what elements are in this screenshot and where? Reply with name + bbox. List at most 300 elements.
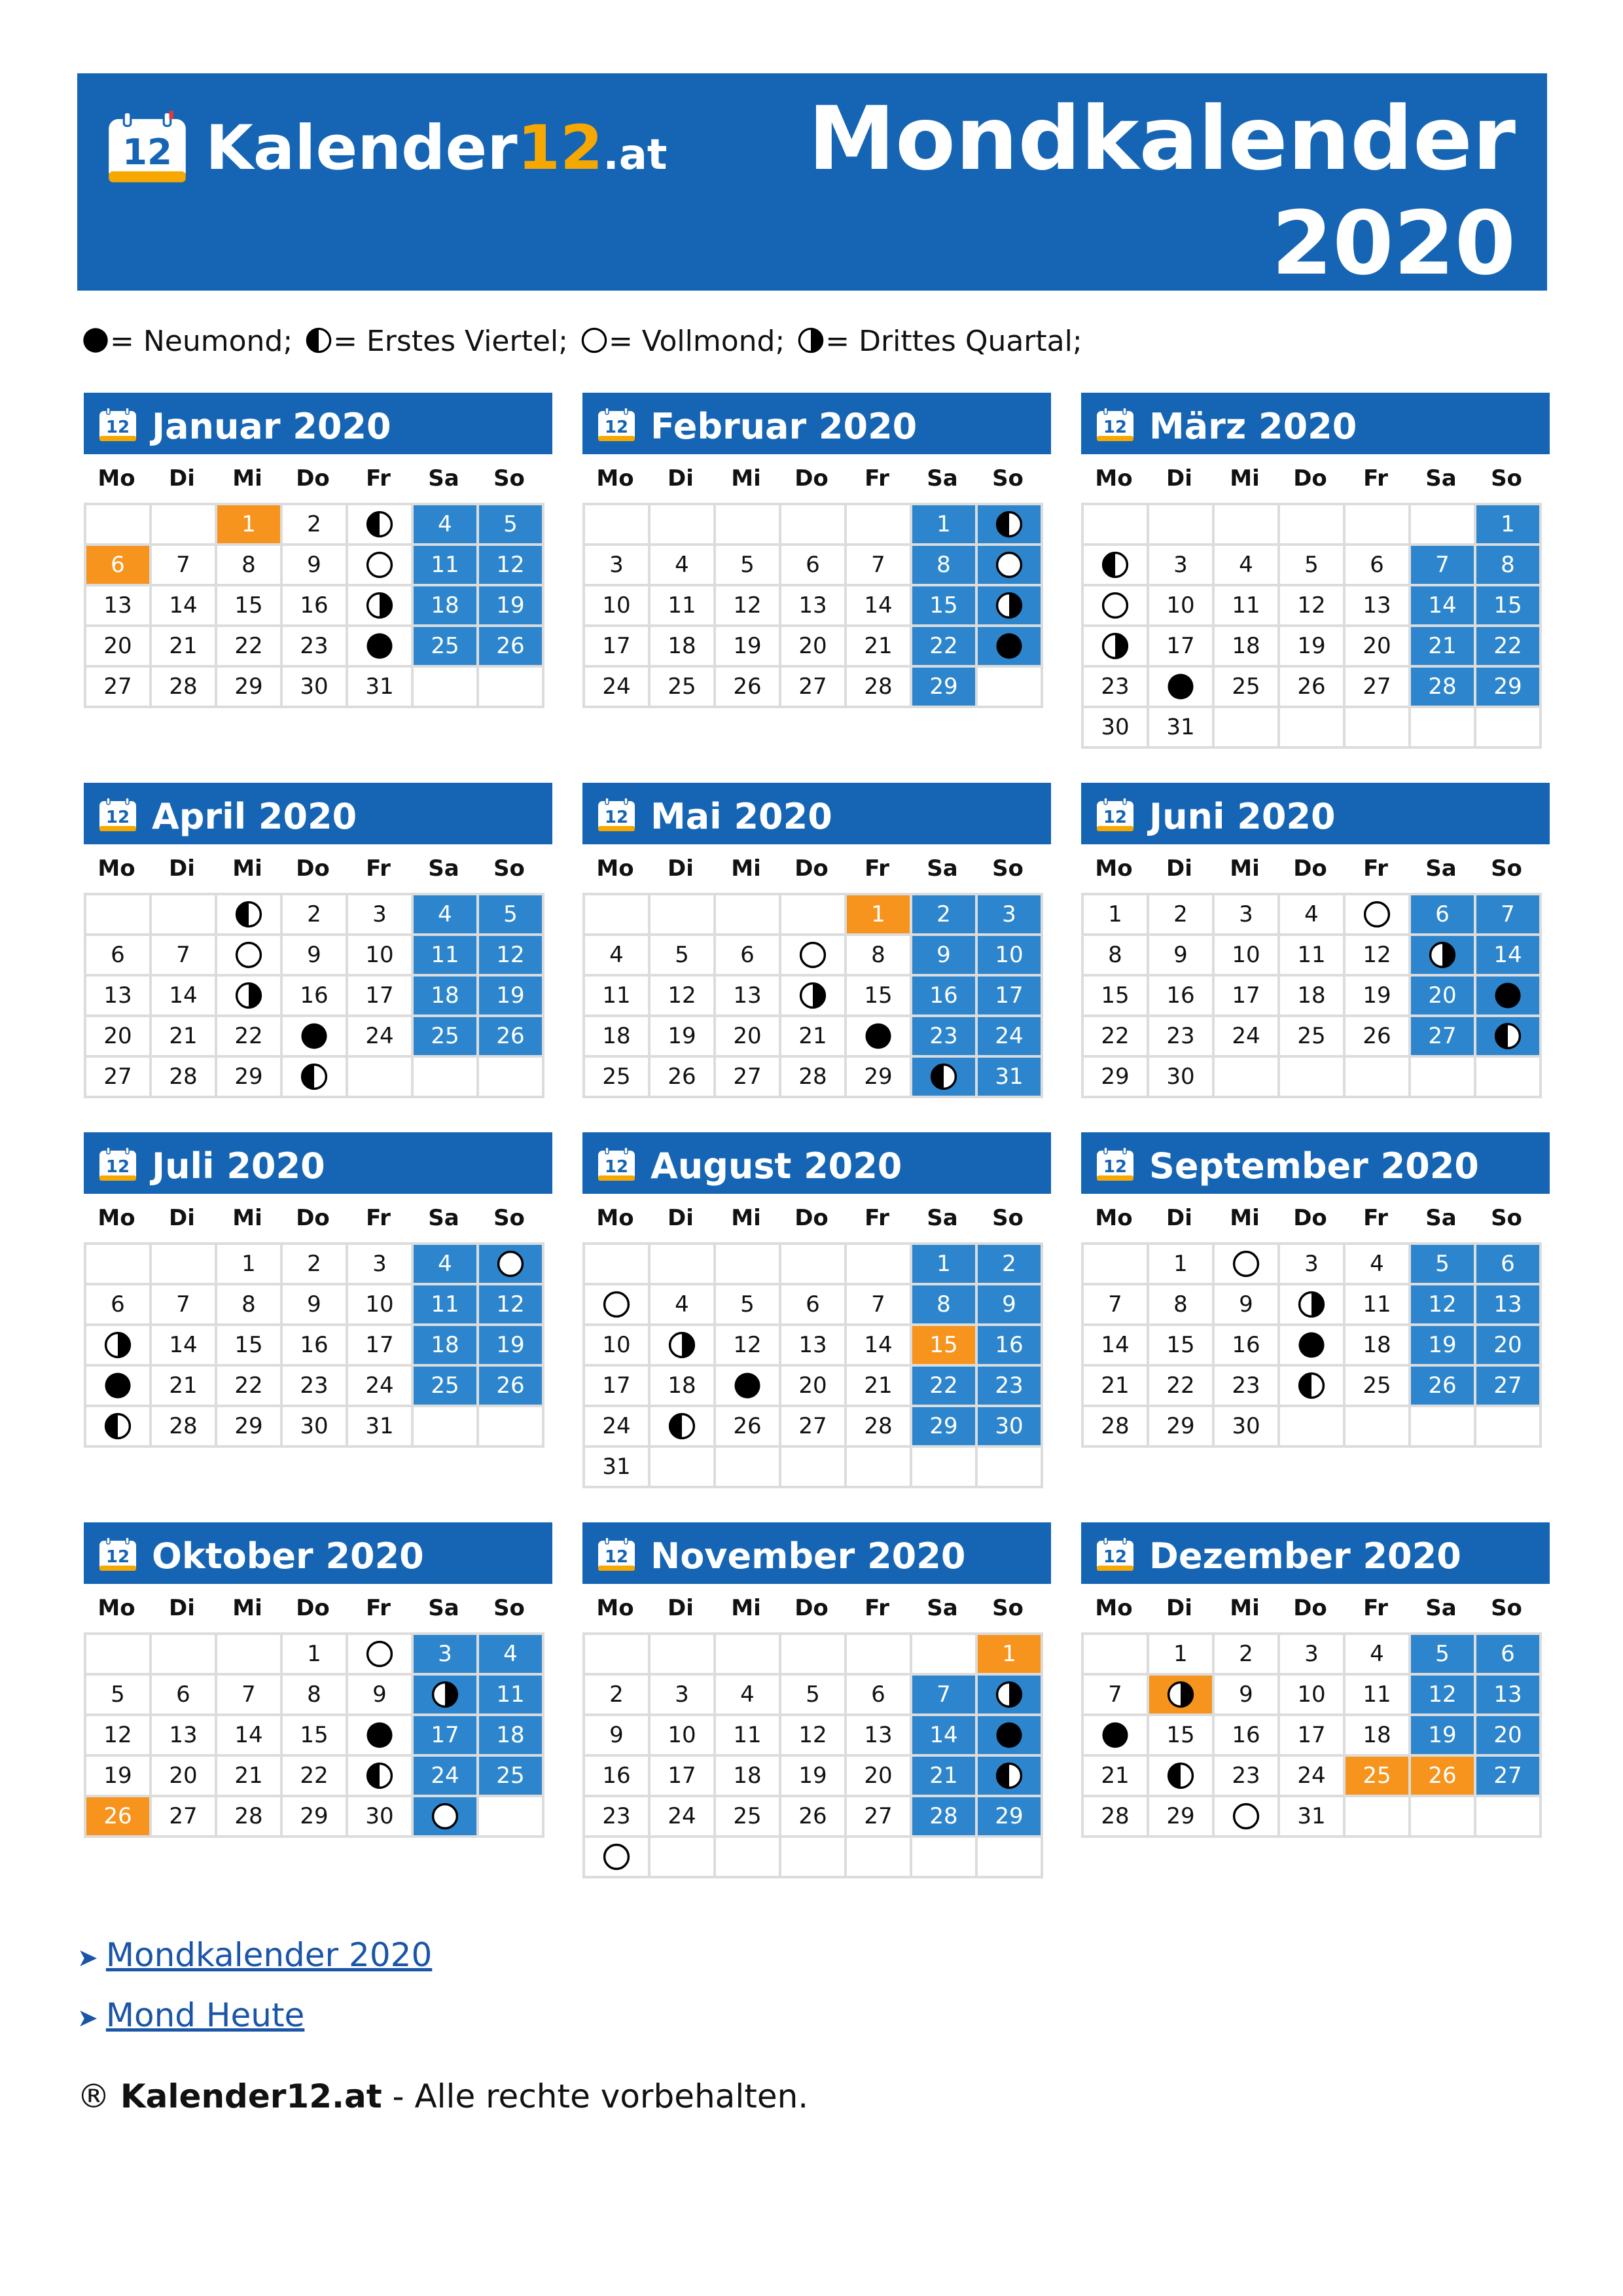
day-cell: 27 (1476, 1757, 1542, 1797)
full-moon-icon (1100, 590, 1130, 620)
day-cell: 30 (348, 1797, 414, 1838)
day-cell: 31 (1280, 1797, 1346, 1838)
empty-cell (651, 1245, 716, 1285)
day-cell: 7 (217, 1676, 283, 1716)
empty-cell (978, 1448, 1043, 1488)
day-cell: 8 (283, 1676, 348, 1716)
empty-cell (716, 1838, 781, 1878)
day-cell: 18 (585, 1017, 651, 1058)
month-title: Oktober 2020 (152, 1535, 424, 1577)
weekday-label: So (1491, 465, 1522, 492)
week-row (1084, 1757, 1542, 1797)
day-cell: 7 (847, 1285, 912, 1326)
day-cell: 1 (1084, 895, 1149, 936)
weekday-label: Do (794, 855, 829, 882)
empty-cell (1411, 505, 1476, 546)
empty-cell (651, 505, 716, 546)
weekday-label: Di (1166, 465, 1192, 492)
day-cell: 11 (651, 586, 716, 627)
new-moon-icon (1166, 672, 1196, 702)
day-cell: 24 (348, 1017, 414, 1058)
month-title: April 2020 (152, 796, 357, 837)
last-quarter-icon (1100, 631, 1130, 661)
week-row (1084, 1058, 1542, 1098)
day-cell: 13 (781, 586, 847, 627)
week-row (1084, 1407, 1542, 1448)
day-cell: 4 (1215, 546, 1280, 586)
new-moon-icon (365, 631, 395, 661)
day-cell: 15 (847, 977, 912, 1017)
day-cell: 20 (86, 1017, 152, 1058)
day-cell (1149, 668, 1215, 708)
empty-cell (781, 1838, 847, 1878)
month-header (582, 1132, 1051, 1194)
new-moon-icon (863, 1021, 893, 1051)
day-cell: 7 (847, 546, 912, 586)
week-row (86, 1058, 544, 1098)
day-cell: 28 (152, 1407, 217, 1448)
empty-cell (152, 1635, 217, 1676)
day-cell: 12 (86, 1716, 152, 1757)
weekday-label: Mi (232, 1595, 262, 1621)
day-cell (1084, 546, 1149, 586)
day-cell: 2 (283, 895, 348, 936)
weekday-label: Sa (927, 855, 958, 882)
week-row (1084, 977, 1542, 1017)
day-cell: 13 (1476, 1676, 1542, 1716)
month-title: Juli 2020 (152, 1145, 325, 1187)
first-quarter-icon (304, 326, 333, 355)
empty-cell (1215, 708, 1280, 749)
empty-cell (1084, 505, 1149, 546)
day-cell: 21 (1084, 1367, 1149, 1407)
month-calendar (1081, 393, 1550, 749)
day-cell: 2 (912, 895, 978, 936)
month-calendar (582, 1522, 1051, 1878)
day-cell: 4 (651, 546, 716, 586)
week-row (585, 1017, 1043, 1058)
calendar-icon (98, 1537, 137, 1572)
weekday-label: Do (296, 1205, 330, 1231)
day-cell: 6 (1411, 895, 1476, 936)
day-cell: 23 (1149, 1017, 1215, 1058)
day-cell (585, 1838, 651, 1878)
day-cell: 6 (847, 1676, 912, 1716)
day-cell: 10 (1280, 1676, 1346, 1716)
day-cell: 16 (585, 1757, 651, 1797)
day-cell: 23 (585, 1797, 651, 1838)
weekday-label: Di (668, 1205, 694, 1231)
day-cell: 24 (1215, 1017, 1280, 1058)
day-cell: 5 (716, 546, 781, 586)
day-cell (1411, 936, 1476, 977)
day-cell: 12 (479, 546, 544, 586)
last-quarter-icon (994, 1679, 1024, 1710)
full-moon-icon (798, 940, 828, 970)
full-moon-icon (1231, 1249, 1261, 1279)
day-cell: 30 (283, 668, 348, 708)
first-quarter-icon (667, 1411, 697, 1441)
day-cell: 23 (1215, 1367, 1280, 1407)
weekday-label: Di (1166, 1205, 1192, 1231)
month-header (1081, 393, 1550, 454)
month-title: August 2020 (651, 1145, 902, 1187)
day-cell (348, 505, 414, 546)
day-cell: 18 (414, 586, 479, 627)
full-moon-icon (495, 1249, 526, 1279)
new-moon-icon (1296, 1330, 1327, 1360)
legend-label: = Vollmond; (608, 325, 785, 358)
week-row (86, 505, 544, 546)
footer (77, 2073, 808, 2119)
day-cell: 15 (217, 586, 283, 627)
week-row (585, 1716, 1043, 1757)
week-row (585, 1058, 1043, 1098)
day-cell: 12 (651, 977, 716, 1017)
new-moon-icon (81, 326, 110, 355)
week-row (585, 1797, 1043, 1838)
weekday-label: Sa (1425, 465, 1457, 492)
day-cell: 4 (1280, 895, 1346, 936)
day-cell: 21 (847, 627, 912, 668)
new-moon-icon (732, 1371, 762, 1401)
month-calendar (582, 1132, 1051, 1488)
day-cell: 10 (585, 1326, 651, 1367)
month-header (1081, 783, 1550, 844)
day-cell: 19 (1280, 627, 1346, 668)
weekday-header-row (84, 844, 552, 893)
week-row (1084, 586, 1542, 627)
day-cell: 6 (86, 936, 152, 977)
day-cell: 18 (414, 977, 479, 1017)
day-cell: 1 (217, 1245, 283, 1285)
empty-cell (414, 668, 479, 708)
empty-cell (781, 895, 847, 936)
week-row (585, 668, 1043, 708)
weekday-label: Mi (1230, 1205, 1260, 1231)
day-grid (582, 503, 1043, 708)
day-cell: 26 (1411, 1757, 1476, 1797)
day-cell: 9 (1215, 1676, 1280, 1716)
day-cell: 19 (86, 1757, 152, 1797)
day-cell: 29 (912, 668, 978, 708)
day-cell: 31 (585, 1448, 651, 1488)
new-moon-icon (103, 1371, 133, 1401)
day-cell: 2 (1149, 895, 1215, 936)
weekday-label: Mo (596, 465, 634, 492)
svg-text:12: 12 (122, 131, 172, 173)
day-cell: 3 (651, 1676, 716, 1716)
day-cell: 12 (1411, 1285, 1476, 1326)
day-cell: 1 (912, 505, 978, 546)
day-cell: 25 (414, 1367, 479, 1407)
month-header (582, 393, 1051, 454)
day-cell (1084, 627, 1149, 668)
day-cell: 6 (1476, 1245, 1542, 1285)
month-title: Mai 2020 (651, 796, 832, 837)
week-row (86, 1285, 544, 1326)
weekday-label: So (992, 465, 1024, 492)
day-cell: 4 (1346, 1245, 1411, 1285)
day-cell: 28 (1084, 1407, 1149, 1448)
empty-cell (1476, 1797, 1542, 1838)
day-cell: 14 (217, 1716, 283, 1757)
day-grid (1081, 1242, 1542, 1448)
week-row (585, 977, 1043, 1017)
day-cell: 30 (283, 1407, 348, 1448)
empty-cell (1346, 505, 1411, 546)
weekday-label: Fr (1363, 465, 1388, 492)
day-cell: 6 (152, 1676, 217, 1716)
month-calendar (1081, 783, 1550, 1098)
full-moon-icon (601, 1289, 632, 1319)
weekday-header-row (582, 1584, 1051, 1632)
day-cell (781, 936, 847, 977)
day-cell: 13 (152, 1716, 217, 1757)
weekday-label: So (1491, 855, 1522, 882)
day-cell: 6 (86, 1285, 152, 1326)
empty-cell (1149, 505, 1215, 546)
day-cell: 26 (716, 668, 781, 708)
day-cell: 8 (1476, 546, 1542, 586)
day-cell: 10 (651, 1716, 716, 1757)
week-row (585, 1285, 1043, 1326)
week-row (86, 1017, 544, 1058)
day-cell (651, 1326, 716, 1367)
month-header (582, 783, 1051, 844)
day-cell: 16 (283, 1326, 348, 1367)
day-cell (283, 1058, 348, 1098)
day-cell: 31 (348, 668, 414, 708)
page-title (808, 86, 1516, 296)
week-row (86, 977, 544, 1017)
week-row (585, 546, 1043, 586)
empty-cell (1346, 1058, 1411, 1098)
day-cell: 15 (1149, 1326, 1215, 1367)
day-cell: 19 (1411, 1326, 1476, 1367)
day-cell: 23 (1215, 1757, 1280, 1797)
day-cell: 11 (414, 936, 479, 977)
empty-cell (978, 668, 1043, 708)
day-cell (86, 1367, 152, 1407)
day-cell: 25 (1346, 1757, 1411, 1797)
day-cell: 30 (978, 1407, 1043, 1448)
day-cell: 27 (152, 1797, 217, 1838)
arrow-icon: ➤ (77, 2003, 98, 2032)
day-cell: 31 (978, 1058, 1043, 1098)
day-cell: 22 (1084, 1017, 1149, 1058)
weekday-label: Sa (428, 855, 459, 882)
month-title: September 2020 (1149, 1145, 1479, 1187)
day-cell (978, 546, 1043, 586)
month-calendar (1081, 1522, 1550, 1838)
day-cell: 19 (716, 627, 781, 668)
day-cell (978, 586, 1043, 627)
weekday-label: Sa (1425, 855, 1457, 882)
day-cell: 11 (1346, 1676, 1411, 1716)
month-calendar (1081, 1132, 1550, 1448)
day-cell: 29 (1084, 1058, 1149, 1098)
last-quarter-icon (1296, 1289, 1327, 1319)
weekday-label: Fr (366, 855, 391, 882)
day-cell: 19 (781, 1757, 847, 1797)
day-cell: 26 (651, 1058, 716, 1098)
day-cell: 9 (912, 936, 978, 977)
link-mondkalender-label[interactable]: Mondkalender 2020 (105, 1936, 433, 1974)
link-mond-heute[interactable] (77, 1992, 304, 2038)
day-cell: 7 (1411, 546, 1476, 586)
day-cell: 4 (716, 1676, 781, 1716)
day-cell (978, 1676, 1043, 1716)
day-cell: 25 (1215, 668, 1280, 708)
first-quarter-icon (994, 509, 1024, 539)
weekday-label: Mi (1230, 465, 1260, 492)
day-cell: 29 (1476, 668, 1542, 708)
day-cell: 25 (651, 668, 716, 708)
day-cell: 13 (847, 1716, 912, 1757)
last-quarter-icon (798, 980, 828, 1011)
day-cell: 7 (152, 1285, 217, 1326)
week-row (1084, 1676, 1542, 1716)
day-cell: 21 (152, 1367, 217, 1407)
day-cell: 11 (1346, 1285, 1411, 1326)
empty-cell (847, 1245, 912, 1285)
week-row (585, 1838, 1043, 1878)
link-mond-heute-label[interactable]: Mond Heute (105, 1996, 305, 2034)
day-cell: 17 (348, 1326, 414, 1367)
day-cell (217, 936, 283, 977)
last-quarter-icon (103, 1330, 133, 1360)
weekday-label: Di (169, 1205, 195, 1231)
day-cell (348, 1635, 414, 1676)
day-cell (978, 1716, 1043, 1757)
link-mondkalender[interactable] (77, 1932, 432, 1978)
day-cell (414, 1676, 479, 1716)
day-cell: 11 (479, 1676, 544, 1716)
day-cell: 8 (1084, 936, 1149, 977)
week-row (585, 1757, 1043, 1797)
week-row (86, 1676, 544, 1716)
day-cell: 18 (479, 1716, 544, 1757)
week-row (86, 895, 544, 936)
day-grid (84, 1242, 544, 1448)
weekday-label: Di (668, 1595, 694, 1621)
weekday-label: Fr (865, 1595, 889, 1621)
week-row (1084, 1797, 1542, 1838)
week-row (86, 546, 544, 586)
day-cell (847, 1017, 912, 1058)
day-cell: 7 (1476, 895, 1542, 936)
new-moon-icon (994, 631, 1024, 661)
weekday-label: Di (1166, 1595, 1192, 1621)
weekday-label: Mo (98, 855, 135, 882)
day-cell: 17 (1215, 977, 1280, 1017)
calendar-icon (1096, 407, 1135, 442)
day-cell: 21 (1411, 627, 1476, 668)
day-cell: 22 (217, 1017, 283, 1058)
day-cell: 30 (1084, 708, 1149, 749)
day-cell: 9 (283, 936, 348, 977)
weekday-label: Sa (428, 1595, 459, 1621)
day-cell: 26 (781, 1797, 847, 1838)
week-row (585, 627, 1043, 668)
day-cell: 6 (781, 1285, 847, 1326)
day-cell: 16 (912, 977, 978, 1017)
weekday-label: Mo (98, 1205, 135, 1231)
day-cell (1084, 586, 1149, 627)
weekday-label: Do (1293, 1595, 1327, 1621)
weekday-label: Di (668, 465, 694, 492)
week-row (1084, 1635, 1542, 1676)
week-row (86, 936, 544, 977)
day-cell: 19 (1411, 1716, 1476, 1757)
weekday-label: So (992, 1595, 1024, 1621)
weekday-header-row (1081, 454, 1550, 503)
weekday-label: So (1491, 1205, 1522, 1231)
day-cell: 4 (414, 1245, 479, 1285)
day-cell: 6 (1476, 1635, 1542, 1676)
day-cell (217, 977, 283, 1017)
empty-cell (1346, 1797, 1411, 1838)
week-row (86, 1367, 544, 1407)
day-cell: 5 (86, 1676, 152, 1716)
day-cell: 16 (1149, 977, 1215, 1017)
day-cell: 18 (651, 1367, 716, 1407)
day-cell: 20 (716, 1017, 781, 1058)
day-cell: 7 (152, 936, 217, 977)
day-cell: 26 (479, 1367, 544, 1407)
month-calendar (84, 1522, 552, 1838)
day-cell: 17 (585, 1367, 651, 1407)
day-cell: 9 (1149, 936, 1215, 977)
weekday-label: Fr (366, 1205, 391, 1231)
day-cell: 21 (847, 1367, 912, 1407)
weekday-label: Mi (731, 855, 761, 882)
empty-cell (847, 1635, 912, 1676)
footer-text: - Alle rechte vorbehalten. (382, 2077, 809, 2115)
day-cell: 29 (217, 668, 283, 708)
weekday-label: Fr (1363, 1595, 1388, 1621)
day-cell: 8 (912, 1285, 978, 1326)
empty-cell (847, 1448, 912, 1488)
empty-cell (651, 895, 716, 936)
full-moon-icon (601, 1842, 632, 1872)
day-cell: 13 (781, 1326, 847, 1367)
day-cell: 11 (1215, 586, 1280, 627)
weekday-label: Mi (731, 1595, 761, 1621)
day-cell: 3 (978, 895, 1043, 936)
footer-brand: Kalender12.at (120, 2077, 382, 2115)
week-row (86, 1757, 544, 1797)
last-quarter-icon (667, 1330, 697, 1360)
weekday-label: So (493, 855, 525, 882)
weekday-label: Do (794, 1595, 829, 1621)
day-cell: 27 (86, 1058, 152, 1098)
day-cell: 25 (414, 1017, 479, 1058)
weekday-label: Mo (596, 1595, 634, 1621)
day-cell (978, 505, 1043, 546)
weekday-label: Di (668, 855, 694, 882)
first-quarter-icon (299, 1062, 329, 1092)
full-moon-icon (1231, 1801, 1261, 1831)
day-cell (348, 546, 414, 586)
weekday-label: Mo (1095, 1205, 1133, 1231)
empty-cell (479, 668, 544, 708)
month-header (84, 393, 552, 454)
day-cell: 24 (651, 1797, 716, 1838)
week-row (585, 1326, 1043, 1367)
day-cell: 22 (1476, 627, 1542, 668)
